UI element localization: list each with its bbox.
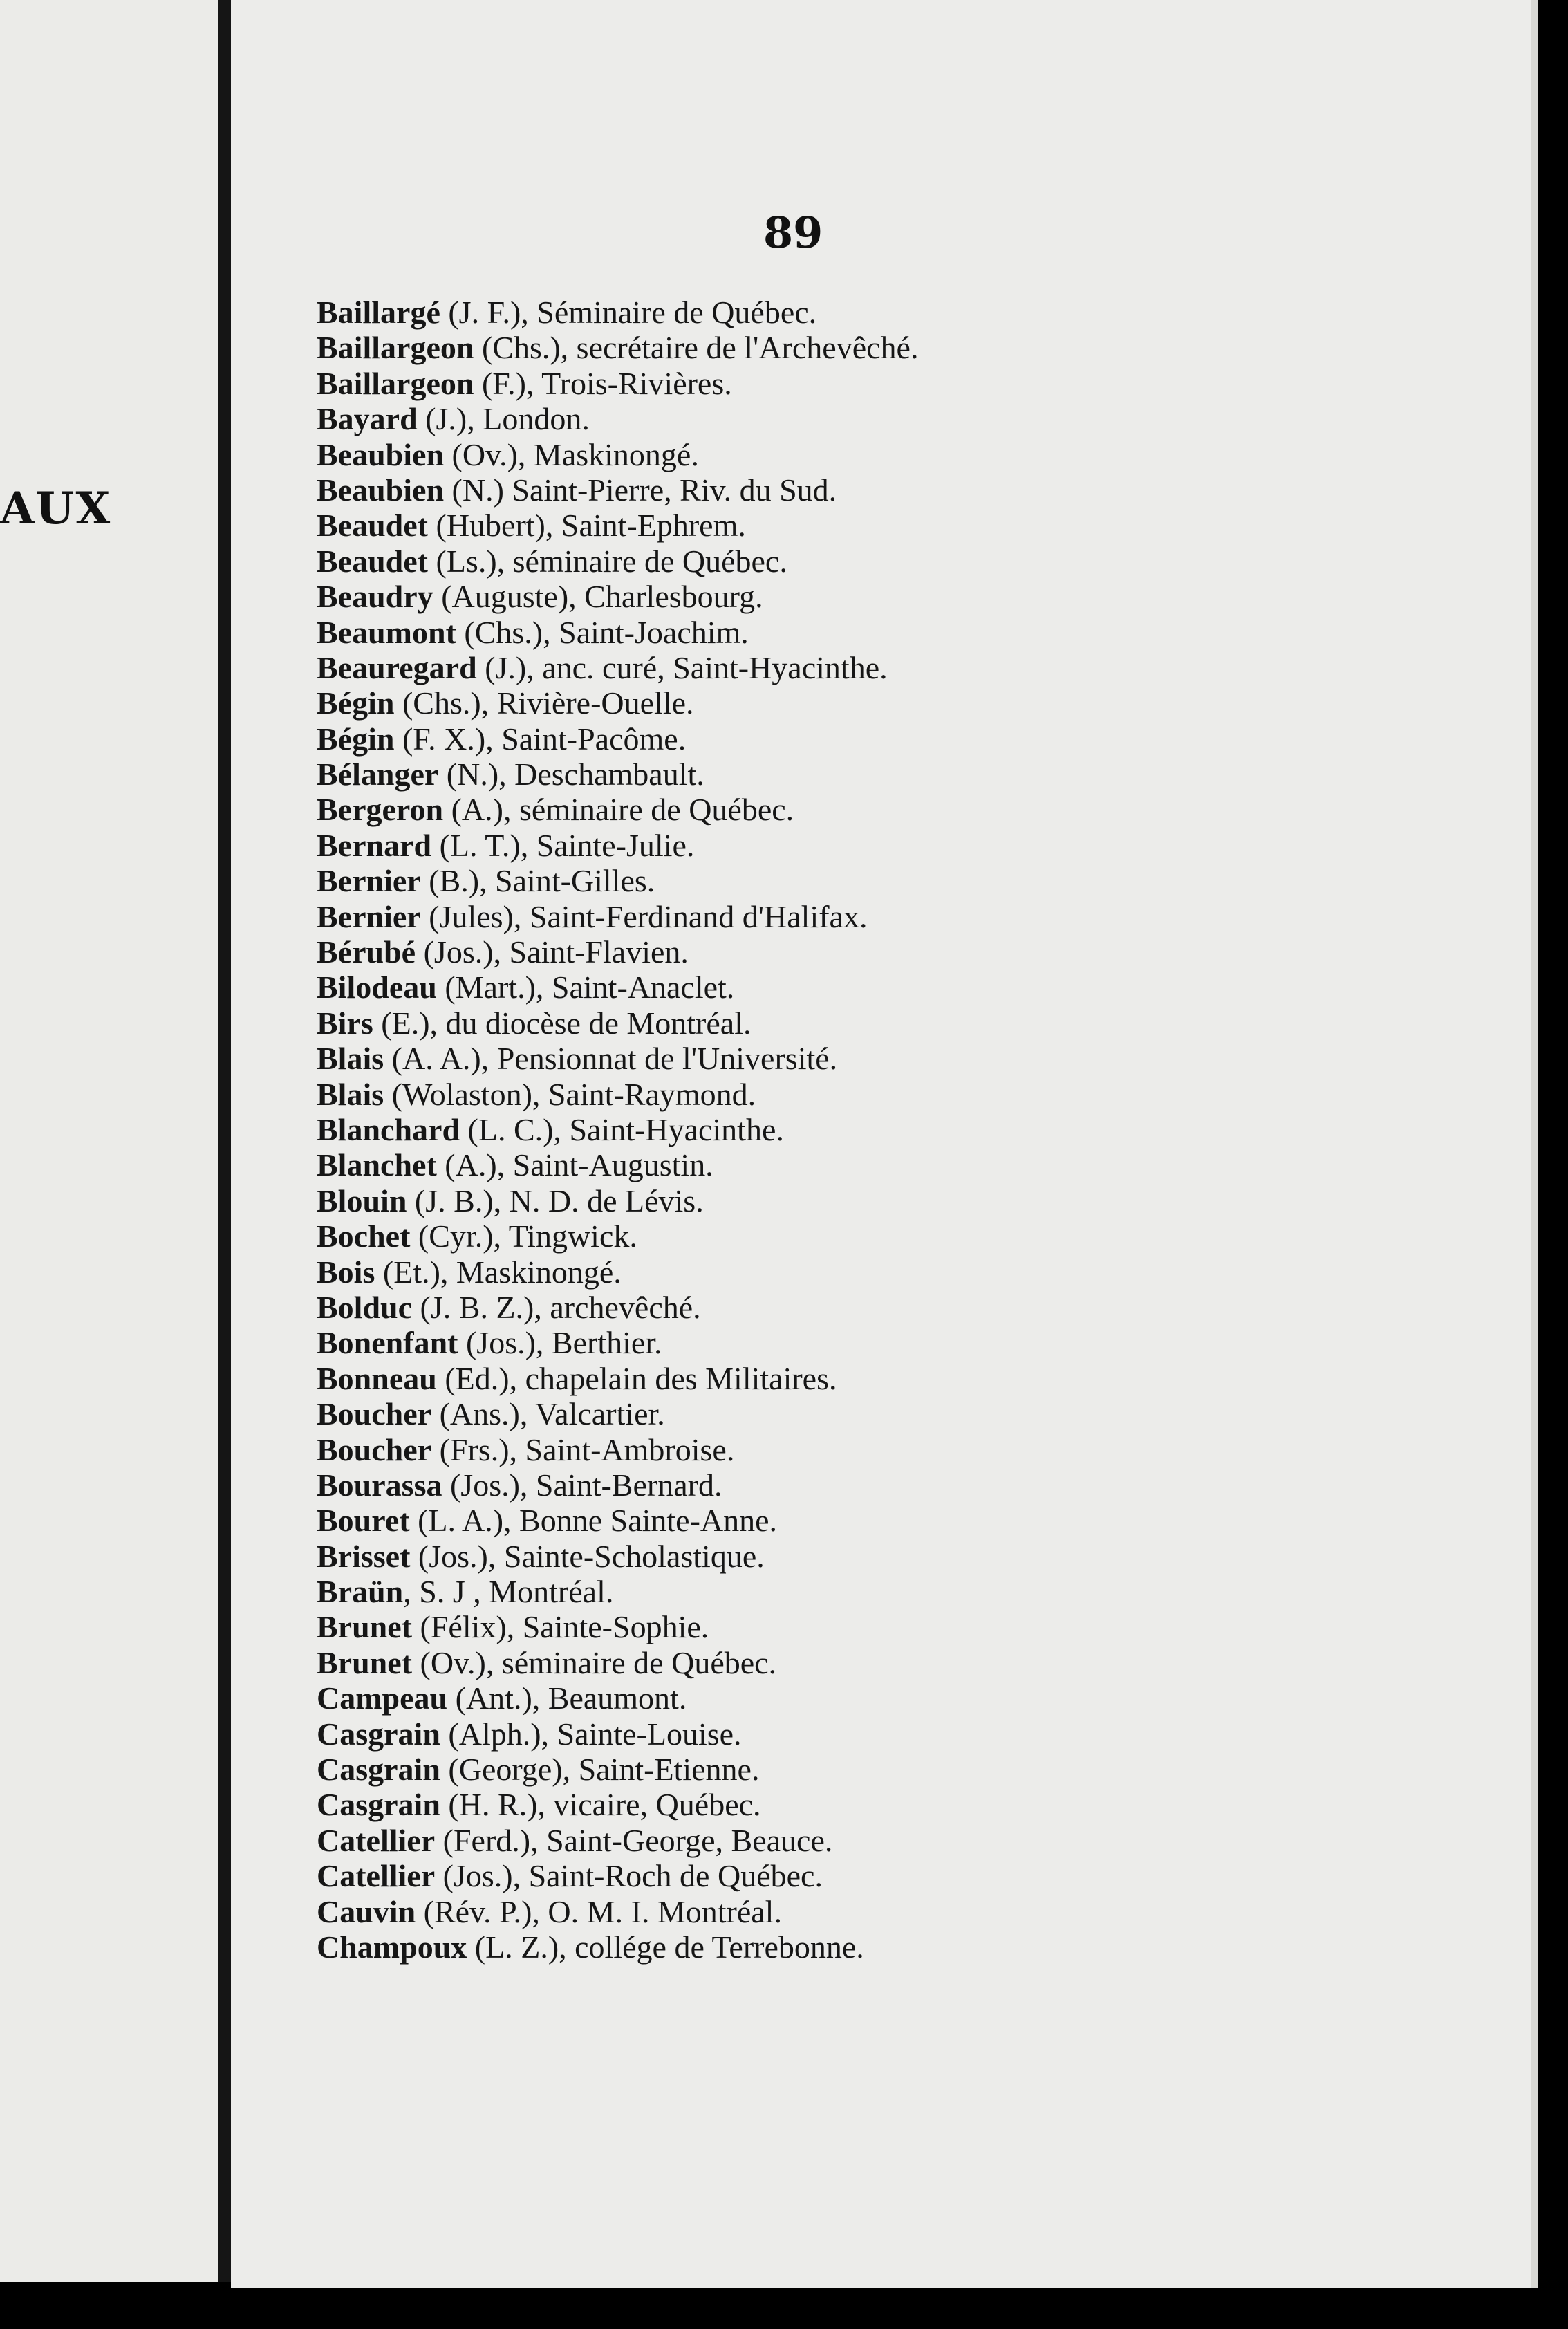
directory-entry	[317, 1041, 918, 1076]
entry-surname: Bolduc	[317, 1289, 413, 1325]
entry-surname: Bayard	[317, 401, 418, 437]
page-gutter	[218, 0, 231, 2282]
entry-details: (Ls.), séminaire de Québec.	[428, 543, 787, 579]
entry-surname: Beaubien	[317, 472, 445, 508]
entry-details: (L. T.), Sainte-Julie.	[431, 827, 695, 863]
entry-details: (Jos.), Berthier.	[458, 1325, 662, 1361]
directory-entry	[317, 1290, 918, 1325]
directory-entry	[317, 863, 918, 898]
directory-entry	[317, 1574, 918, 1609]
directory-entry	[317, 1503, 918, 1538]
entry-details: (Alph.), Sainte-Louise.	[440, 1716, 742, 1752]
entry-surname: Bourassa	[317, 1467, 442, 1503]
entry-details: (Rév. P.), O. M. I. Montréal.	[416, 1893, 782, 1929]
entry-details: (N.), Deschambault.	[438, 757, 704, 792]
entry-details: (Ans.), Valcartier.	[431, 1396, 665, 1432]
directory-entry	[317, 1680, 918, 1716]
entry-surname: Bilodeau	[317, 969, 437, 1005]
entry-surname: Brunet	[317, 1644, 412, 1680]
directory-entry	[317, 828, 918, 863]
directory-entry	[317, 1183, 918, 1218]
entry-details: (Ant.), Beaumont.	[447, 1680, 687, 1716]
directory-entry	[317, 685, 918, 721]
entry-surname: Casgrain	[317, 1752, 440, 1788]
directory-entry	[317, 1894, 918, 1929]
left-page	[0, 0, 218, 2282]
directory-entry	[317, 899, 918, 934]
entry-surname: Catellier	[317, 1858, 436, 1894]
entry-surname: Casgrain	[317, 1787, 440, 1823]
page-number: 89	[763, 207, 823, 258]
entry-details: (Ed.), chapelain des Militaires.	[436, 1360, 837, 1396]
directory-entry	[317, 1467, 918, 1503]
entry-details: (Ferd.), Saint-George, Beauce.	[435, 1822, 833, 1858]
directory-entry	[317, 934, 918, 969]
entry-details: (Chs.), secrétaire de l'Archevêché.	[474, 330, 919, 366]
directory-entry	[317, 544, 918, 579]
entry-details: (N.) Saint-Pierre, Riv. du Sud.	[444, 472, 837, 508]
entry-surname: Cauvin	[317, 1893, 416, 1929]
entry-surname: Blanchet	[317, 1147, 437, 1183]
entry-details: (Jules), Saint-Ferdinand d'Halifax.	[420, 898, 868, 934]
entry-surname: Beaudet	[317, 508, 428, 544]
directory-entry	[317, 579, 918, 614]
entry-surname: Bochet	[317, 1218, 411, 1254]
entry-surname: Blouin	[317, 1182, 407, 1218]
directory-entry	[317, 1077, 918, 1112]
directory-entry	[317, 330, 918, 365]
entry-details: (E.), du diocèse de Montréal.	[373, 1005, 752, 1041]
entry-surname: Bégin	[317, 685, 395, 721]
entry-details: (Jos.), Saint-Flavien.	[416, 934, 689, 970]
entry-details: (Auguste), Charlesbourg.	[433, 579, 763, 615]
directory-list	[317, 295, 918, 1965]
entry-surname: Blais	[317, 1076, 384, 1112]
entry-surname: Bonneau	[317, 1360, 437, 1396]
entry-surname: Bélanger	[317, 757, 439, 792]
directory-entry	[317, 1609, 918, 1644]
directory-entry	[317, 1396, 918, 1431]
entry-details: (Ov.), séminaire de Québec.	[412, 1644, 777, 1680]
entry-surname: Blanchard	[317, 1111, 460, 1147]
directory-entry	[317, 1432, 918, 1467]
entry-details: (L. A.), Bonne Sainte-Anne.	[409, 1503, 778, 1539]
entry-details: (J.), anc. curé, Saint-Hyacinthe.	[476, 649, 888, 685]
directory-entry	[317, 757, 918, 792]
entry-details: (Jos.), Saint-Roch de Québec.	[435, 1858, 823, 1894]
directory-entry	[317, 1929, 918, 1965]
directory-entry	[317, 969, 918, 1005]
entry-details: (L. Z.), collége de Terrebonne.	[467, 1929, 864, 1965]
directory-entry	[317, 472, 918, 508]
entry-surname: Bois	[317, 1254, 375, 1290]
entry-details: (F.), Trois-Rivières.	[474, 365, 732, 401]
entry-details: (A.), Saint-Augustin.	[436, 1147, 713, 1183]
entry-details: (Wolaston), Saint-Raymond.	[384, 1076, 756, 1112]
directory-entry	[317, 1147, 918, 1182]
entry-details: (Félix), Sainte-Sophie.	[412, 1609, 709, 1645]
entry-surname: Braün	[317, 1574, 404, 1610]
directory-entry	[317, 1539, 918, 1574]
entry-surname: Baillargé	[317, 295, 440, 330]
directory-entry	[317, 1823, 918, 1858]
entry-surname: Baillargeon	[317, 365, 474, 401]
directory-entry	[317, 1361, 918, 1396]
entry-surname: Bernard	[317, 827, 432, 863]
entry-details: (J. B.), N. D. de Lévis.	[407, 1182, 704, 1218]
entry-details: (Chs.), Rivière-Ouelle.	[394, 685, 694, 721]
entry-details: (J. B. Z.), archevêché.	[412, 1289, 701, 1325]
entry-surname: Bouret	[317, 1503, 410, 1539]
entry-surname: Birs	[317, 1005, 373, 1041]
entry-details: (L. C.), Saint-Hyacinthe.	[460, 1111, 784, 1147]
entry-surname: Blais	[317, 1041, 384, 1077]
entry-surname: Beaumont	[317, 614, 456, 650]
entry-surname: Bernier	[317, 863, 421, 899]
directory-entry	[317, 1645, 918, 1680]
entry-details: (J. F.), Séminaire de Québec.	[440, 295, 817, 330]
directory-entry	[317, 1254, 918, 1290]
entry-details: (A. A.), Pensionnat de l'Université.	[384, 1041, 838, 1077]
directory-entry	[317, 721, 918, 757]
right-page	[231, 0, 1538, 2288]
entry-details: (Jos.), Saint-Bernard.	[442, 1467, 722, 1503]
directory-entry	[317, 1112, 918, 1147]
directory-entry	[317, 615, 918, 650]
directory-entry	[317, 1858, 918, 1893]
scan-border	[0, 2288, 1568, 2329]
directory-entry	[317, 1752, 918, 1787]
directory-entry	[317, 295, 918, 330]
entry-surname: Campeau	[317, 1680, 448, 1716]
entry-surname: Brisset	[317, 1538, 411, 1574]
entry-details: (George), Saint-Etienne.	[440, 1752, 760, 1788]
entry-details: (Mart.), Saint-Anaclet.	[436, 969, 735, 1005]
entry-details: (Et.), Maskinongé.	[375, 1254, 622, 1290]
directory-entry	[317, 366, 918, 401]
entry-surname: Bernier	[317, 898, 421, 934]
directory-entry	[317, 1787, 918, 1822]
left-page-fragment: AUX	[0, 483, 112, 535]
entry-details: (Chs.), Saint-Joachim.	[456, 614, 749, 650]
entry-details: (Ov.), Maskinongé.	[444, 436, 699, 472]
entry-surname: Beaudet	[317, 543, 428, 579]
entry-surname: Casgrain	[317, 1716, 440, 1752]
entry-surname: Bérubé	[317, 934, 416, 970]
directory-entry	[317, 1005, 918, 1041]
entry-surname: Bergeron	[317, 792, 444, 828]
entry-surname: Bégin	[317, 721, 395, 757]
entry-surname: Champoux	[317, 1929, 467, 1965]
directory-entry	[317, 508, 918, 543]
entry-details: , S. J , Montréal.	[403, 1574, 614, 1610]
entry-surname: Beaubien	[317, 436, 445, 472]
entry-surname: Brunet	[317, 1609, 412, 1645]
directory-entry	[317, 792, 918, 827]
entry-details: (B.), Saint-Gilles.	[420, 863, 655, 899]
entry-surname: Bonenfant	[317, 1325, 458, 1361]
directory-entry	[317, 650, 918, 685]
entry-surname: Beauregard	[317, 649, 477, 685]
directory-entry	[317, 437, 918, 472]
entry-details: (J.), London.	[417, 401, 590, 437]
entry-surname: Boucher	[317, 1396, 432, 1432]
entry-surname: Baillargeon	[317, 330, 474, 366]
entry-surname: Catellier	[317, 1822, 436, 1858]
entry-surname: Beaudry	[317, 579, 433, 615]
directory-entry	[317, 1218, 918, 1254]
entry-details: (H. R.), vicaire, Québec.	[440, 1787, 761, 1823]
directory-entry	[317, 1325, 918, 1360]
entry-details: (F. X.), Saint-Pacôme.	[394, 721, 687, 757]
entry-details: (A.), séminaire de Québec.	[443, 792, 794, 828]
entry-details: (Cyr.), Tingwick.	[410, 1218, 637, 1254]
entry-details: (Frs.), Saint-Ambroise.	[431, 1431, 735, 1467]
directory-entry	[317, 1716, 918, 1752]
entry-details: (Hubert), Saint-Ephrem.	[428, 508, 746, 544]
entry-details: (Jos.), Sainte-Scholastique.	[410, 1538, 765, 1574]
directory-entry	[317, 401, 918, 436]
entry-surname: Boucher	[317, 1431, 432, 1467]
